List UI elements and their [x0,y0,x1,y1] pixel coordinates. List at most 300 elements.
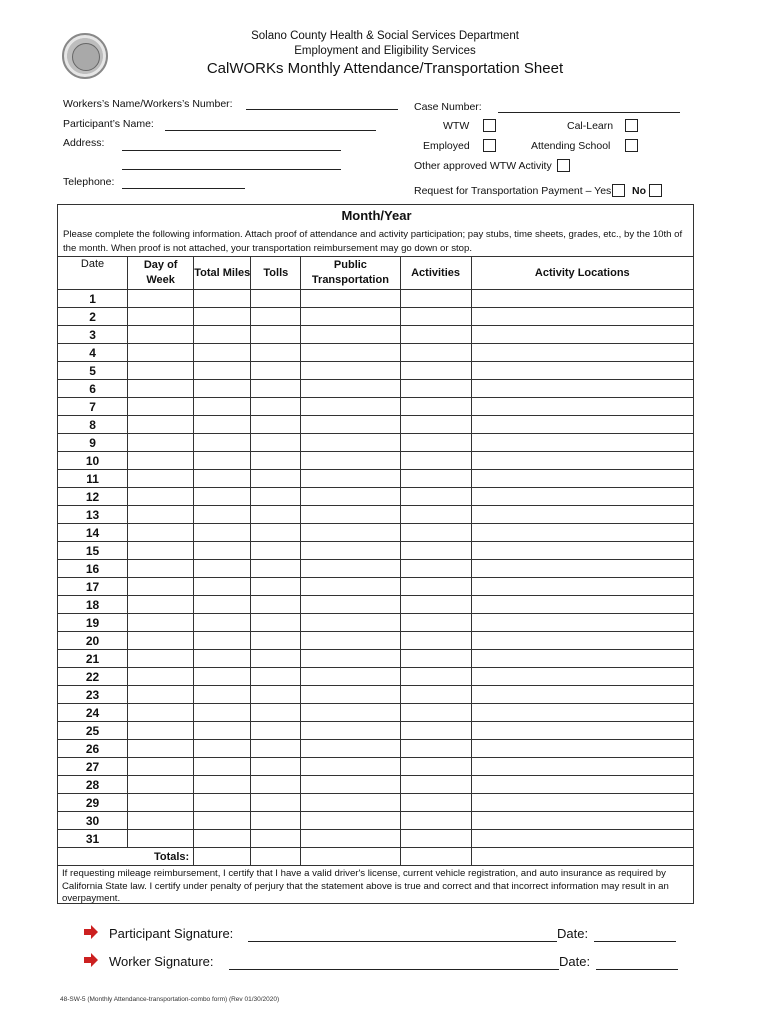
day-number: 28 [58,776,128,794]
day-of-week-header: Day of Week [128,257,194,290]
table-cell[interactable] [400,308,471,326]
month-year-section [57,204,694,256]
table-cell[interactable] [128,794,194,812]
table-cell[interactable] [471,830,693,848]
day-number: 4 [58,344,128,362]
employed-checkbox[interactable] [483,139,496,152]
table-cell[interactable] [194,578,251,596]
table-cell[interactable] [194,794,251,812]
address-label: Address: [63,137,105,149]
wtw-checkbox[interactable] [483,119,496,132]
day-number: 16 [58,560,128,578]
table-cell[interactable] [301,380,400,398]
table-cell[interactable] [400,362,471,380]
participant-signature-field[interactable] [248,941,557,942]
table-cell[interactable] [400,596,471,614]
table-cell[interactable] [400,542,471,560]
participant-date-field[interactable] [594,941,676,942]
participant-name-label: Participant’s Name: [63,118,154,130]
totals-label: Totals: [58,848,194,866]
table-cell[interactable] [400,722,471,740]
day-number: 31 [58,830,128,848]
day-number: 15 [58,542,128,560]
table-row [58,326,694,344]
table-cell[interactable] [471,614,693,632]
table-cell[interactable] [400,452,471,470]
table-cell[interactable] [128,830,194,848]
totals-cell[interactable] [400,848,471,866]
table-cell[interactable] [301,758,400,776]
worker-signature-field[interactable] [229,969,559,970]
month-year-title: Month/Year [341,208,412,223]
table-cell[interactable] [128,452,194,470]
worker-name-field[interactable] [246,109,398,110]
table-cell[interactable] [301,650,400,668]
table-cell[interactable] [128,470,194,488]
public-transportation-header: Public Transportation [301,257,400,290]
date-header: Date [58,257,128,290]
table-cell[interactable] [400,344,471,362]
totals-cell[interactable] [251,848,301,866]
table-cell[interactable] [471,578,693,596]
day-number: 6 [58,380,128,398]
table-cell[interactable] [194,524,251,542]
table-cell[interactable] [194,722,251,740]
table-cell[interactable] [471,794,693,812]
table-cell[interactable] [471,398,693,416]
table-cell[interactable] [128,776,194,794]
table-cell[interactable] [251,704,301,722]
table-row [58,488,694,506]
table-cell[interactable] [301,398,400,416]
day-number: 11 [58,470,128,488]
table-cell[interactable] [301,290,400,308]
table-cell[interactable] [251,398,301,416]
table-cell[interactable] [194,542,251,560]
worker-name-label: Workers’s Name/Workers’s Number: [63,98,233,110]
table-cell[interactable] [194,632,251,650]
table-row [58,794,694,812]
day-number: 25 [58,722,128,740]
day-number: 5 [58,362,128,380]
table-cell[interactable] [301,560,400,578]
table-row [58,632,694,650]
table-cell[interactable] [128,578,194,596]
day-number: 10 [58,452,128,470]
table-cell[interactable] [251,488,301,506]
table-cell[interactable] [301,362,400,380]
cal-learn-label: Cal-Learn [567,120,614,132]
table-cell[interactable] [194,560,251,578]
tolls-header: Tolls [251,257,301,290]
table-cell[interactable] [301,812,400,830]
table-cell[interactable] [194,812,251,830]
table-cell[interactable] [194,362,251,380]
table-cell[interactable] [251,380,301,398]
table-row [58,740,694,758]
table-cell[interactable] [251,758,301,776]
table-cell[interactable] [471,416,693,434]
table-cell[interactable] [251,434,301,452]
table-cell[interactable] [251,776,301,794]
day-number: 13 [58,506,128,524]
day-number: 30 [58,812,128,830]
cal-learn-checkbox[interactable] [625,119,638,132]
worker-date-field[interactable] [596,969,678,970]
table-cell[interactable] [301,326,400,344]
table-cell[interactable] [471,344,693,362]
participant-date-label: Date: [557,926,589,941]
table-cell[interactable] [251,326,301,344]
table-cell[interactable] [128,740,194,758]
table-row [58,362,694,380]
table-cell[interactable] [301,830,400,848]
table-cell[interactable] [400,740,471,758]
day-number: 29 [58,794,128,812]
table-cell[interactable] [400,434,471,452]
table-row [58,722,694,740]
table-cell[interactable] [128,758,194,776]
table-cell[interactable] [251,578,301,596]
table-row [58,524,694,542]
table-cell[interactable] [301,524,400,542]
table-cell[interactable] [251,686,301,704]
table-cell[interactable] [194,506,251,524]
table-cell[interactable] [400,560,471,578]
table-cell[interactable] [400,812,471,830]
participant-signature-label: Participant Signature: [109,926,234,941]
transportation-yes-checkbox[interactable] [612,184,625,197]
table-row [58,560,694,578]
day-number: 9 [58,434,128,452]
table-cell[interactable] [194,740,251,758]
table-cell[interactable] [301,470,400,488]
table-cell[interactable] [251,596,301,614]
table-cell[interactable] [301,614,400,632]
day-number: 17 [58,578,128,596]
table-cell[interactable] [400,632,471,650]
table-cell[interactable] [471,560,693,578]
wtw-label: WTW [443,120,470,132]
table-cell[interactable] [251,362,301,380]
day-number: 2 [58,308,128,326]
table-cell[interactable] [128,398,194,416]
table-cell[interactable] [128,290,194,308]
table-cell[interactable] [128,722,194,740]
table-cell[interactable] [471,632,693,650]
telephone-label: Telephone: [63,176,115,188]
table-cell[interactable] [400,578,471,596]
table-cell[interactable] [251,470,301,488]
table-cell[interactable] [471,290,693,308]
table-cell[interactable] [194,758,251,776]
table-row [58,380,694,398]
day-number: 3 [58,326,128,344]
table-cell[interactable] [471,740,693,758]
table-cell[interactable] [194,704,251,722]
transportation-request-label: Request for Transportation Payment – Yes [414,185,612,197]
attending-school-label: Attending School [531,140,611,152]
table-cell[interactable] [471,470,693,488]
table-cell[interactable] [194,290,251,308]
arrow-bullet-icon [84,925,98,939]
table-cell[interactable] [471,380,693,398]
table-cell[interactable] [251,308,301,326]
table-cell[interactable] [251,614,301,632]
table-cell[interactable] [301,452,400,470]
table-row [58,506,694,524]
day-number: 27 [58,758,128,776]
table-row [58,812,694,830]
transportation-no-checkbox[interactable] [649,184,662,197]
table-cell[interactable] [471,362,693,380]
table-cell[interactable] [400,830,471,848]
table-cell[interactable] [471,776,693,794]
table-row [58,434,694,452]
table-cell[interactable] [194,470,251,488]
table-cell[interactable] [128,308,194,326]
table-cell[interactable] [400,380,471,398]
employed-label: Employed [423,140,470,152]
address-field-line1[interactable] [122,150,341,151]
table-cell[interactable] [128,596,194,614]
table-cell[interactable] [471,650,693,668]
table-row [58,452,694,470]
table-cell[interactable] [301,434,400,452]
table-cell[interactable] [400,776,471,794]
table-cell[interactable] [194,596,251,614]
table-cell[interactable] [251,290,301,308]
form-footer-code: 48-SW-5 (Monthly Attendance-transportation-combo form) (Rev 01/30/2020) [60,996,280,1003]
table-cell[interactable] [128,326,194,344]
table-cell[interactable] [128,560,194,578]
table-cell[interactable] [301,488,400,506]
telephone-field[interactable] [122,188,245,189]
table-row [58,470,694,488]
totals-cell[interactable] [194,848,251,866]
table-cell[interactable] [301,776,400,794]
table-cell[interactable] [471,542,693,560]
table-cell[interactable] [471,812,693,830]
table-row [58,830,694,848]
table-cell[interactable] [400,668,471,686]
table-cell[interactable] [128,704,194,722]
other-activity-checkbox[interactable] [557,159,570,172]
table-cell[interactable] [251,344,301,362]
case-number-field[interactable] [498,112,680,113]
table-cell[interactable] [301,578,400,596]
table-row [58,416,694,434]
table-row [58,758,694,776]
table-cell[interactable] [400,614,471,632]
table-cell[interactable] [194,686,251,704]
table-cell[interactable] [251,812,301,830]
table-cell[interactable] [301,416,400,434]
table-cell[interactable] [301,794,400,812]
totals-cell[interactable] [471,848,693,866]
day-number: 26 [58,740,128,758]
table-cell[interactable] [251,722,301,740]
table-row [58,542,694,560]
table-row [58,596,694,614]
table-cell[interactable] [128,668,194,686]
table-cell[interactable] [400,794,471,812]
table-row [58,578,694,596]
table-cell[interactable] [400,506,471,524]
address-field-line2[interactable] [122,169,341,170]
table-cell[interactable] [471,722,693,740]
table-cell[interactable] [251,452,301,470]
table-cell[interactable] [128,506,194,524]
table-cell[interactable] [251,632,301,650]
day-number: 24 [58,704,128,722]
table-cell[interactable] [400,524,471,542]
table-cell[interactable] [471,668,693,686]
table-cell[interactable] [400,398,471,416]
table-cell[interactable] [128,362,194,380]
table-cell[interactable] [251,668,301,686]
day-number: 1 [58,290,128,308]
table-cell[interactable] [251,650,301,668]
day-number: 14 [58,524,128,542]
table-cell[interactable] [128,812,194,830]
instructions-text: Please complete the following information. Attach proof of attendance and activity participation; pay stubs, time sheets, grades, etc., by the 10th of the month. When proof is not attached, your transportation reimbursement may go down or stop. [63,229,683,254]
day-number: 22 [58,668,128,686]
table-cell[interactable] [128,524,194,542]
day-number: 19 [58,614,128,632]
table-cell[interactable] [400,704,471,722]
table-cell[interactable] [194,326,251,344]
table-row [58,668,694,686]
table-cell[interactable] [194,488,251,506]
table-cell[interactable] [400,488,471,506]
worker-signature-label: Worker Signature: [109,954,214,969]
table-cell[interactable] [301,686,400,704]
table-row [58,776,694,794]
table-cell[interactable] [128,686,194,704]
table-cell[interactable] [471,488,693,506]
table-cell[interactable] [194,434,251,452]
totals-row [58,848,694,866]
table-cell[interactable] [301,344,400,362]
table-cell[interactable] [251,794,301,812]
table-cell[interactable] [471,452,693,470]
table-cell[interactable] [301,506,400,524]
table-cell[interactable] [400,326,471,344]
table-cell[interactable] [301,668,400,686]
table-cell[interactable] [251,740,301,758]
table-cell[interactable] [400,758,471,776]
form-title: CalWORKs Monthly Attendance/Transportation Sheet [206,60,564,77]
table-cell[interactable] [128,416,194,434]
other-activity-label: Other approved WTW Activity [414,160,552,172]
table-cell[interactable] [400,290,471,308]
table-cell[interactable] [301,596,400,614]
table-cell[interactable] [128,380,194,398]
day-number: 7 [58,398,128,416]
table-cell[interactable] [194,830,251,848]
participant-name-field[interactable] [165,130,376,131]
table-cell[interactable] [471,326,693,344]
table-cell[interactable] [400,650,471,668]
table-row [58,290,694,308]
table-row [58,686,694,704]
day-number: 21 [58,650,128,668]
table-cell[interactable] [194,776,251,794]
table-cell[interactable] [251,506,301,524]
table-cell[interactable] [471,434,693,452]
table-cell[interactable] [194,308,251,326]
certification-statement: If requesting mileage reimbursement, I certify that I have a valid driver's license, current vehicle registration, and auto insurance as required by California State law. I certify under penalty of perjury that the statement above is true and correct and that incorrect information may result in an overpayment. [57,866,694,904]
division-name: Employment and Eligibility Services [294,45,476,57]
transportation-no-label: No [632,185,646,197]
table-cell[interactable] [471,704,693,722]
table-cell[interactable] [128,488,194,506]
table-cell[interactable] [301,542,400,560]
table-cell[interactable] [128,434,194,452]
table-cell[interactable] [194,380,251,398]
arrow-bullet-icon [84,953,98,967]
table-cell[interactable] [251,416,301,434]
table-cell[interactable] [194,452,251,470]
table-cell[interactable] [301,632,400,650]
table-cell[interactable] [128,344,194,362]
table-cell[interactable] [471,524,693,542]
department-name: Solano County Health & Social Services Department [251,30,519,42]
activities-header: Activities [400,257,471,290]
table-cell[interactable] [251,542,301,560]
table-cell[interactable] [301,722,400,740]
table-cell[interactable] [128,542,194,560]
table-cell[interactable] [471,686,693,704]
table-cell[interactable] [251,830,301,848]
table-cell[interactable] [400,686,471,704]
total-miles-header: Total Miles [194,257,251,290]
day-number: 8 [58,416,128,434]
table-cell[interactable] [471,506,693,524]
table-cell[interactable] [128,614,194,632]
table-cell[interactable] [400,416,471,434]
table-cell[interactable] [301,308,400,326]
day-number: 12 [58,488,128,506]
attending-school-checkbox[interactable] [625,139,638,152]
table-cell[interactable] [194,398,251,416]
table-cell[interactable] [251,560,301,578]
table-row [58,398,694,416]
table-cell[interactable] [471,596,693,614]
day-number: 18 [58,596,128,614]
day-number: 20 [58,632,128,650]
activity-locations-header: Activity Locations [471,257,693,290]
table-cell[interactable] [194,650,251,668]
table-cell[interactable] [251,524,301,542]
table-cell[interactable] [301,704,400,722]
table-cell[interactable] [194,668,251,686]
totals-cell[interactable] [301,848,400,866]
table-cell[interactable] [128,650,194,668]
table-row [58,308,694,326]
table-row [58,650,694,668]
table-cell[interactable] [301,740,400,758]
table-cell[interactable] [194,614,251,632]
table-cell[interactable] [471,758,693,776]
table-cell[interactable] [128,632,194,650]
table-cell[interactable] [400,470,471,488]
table-cell[interactable] [471,308,693,326]
table-cell[interactable] [194,416,251,434]
table-cell[interactable] [194,344,251,362]
table-row [58,344,694,362]
